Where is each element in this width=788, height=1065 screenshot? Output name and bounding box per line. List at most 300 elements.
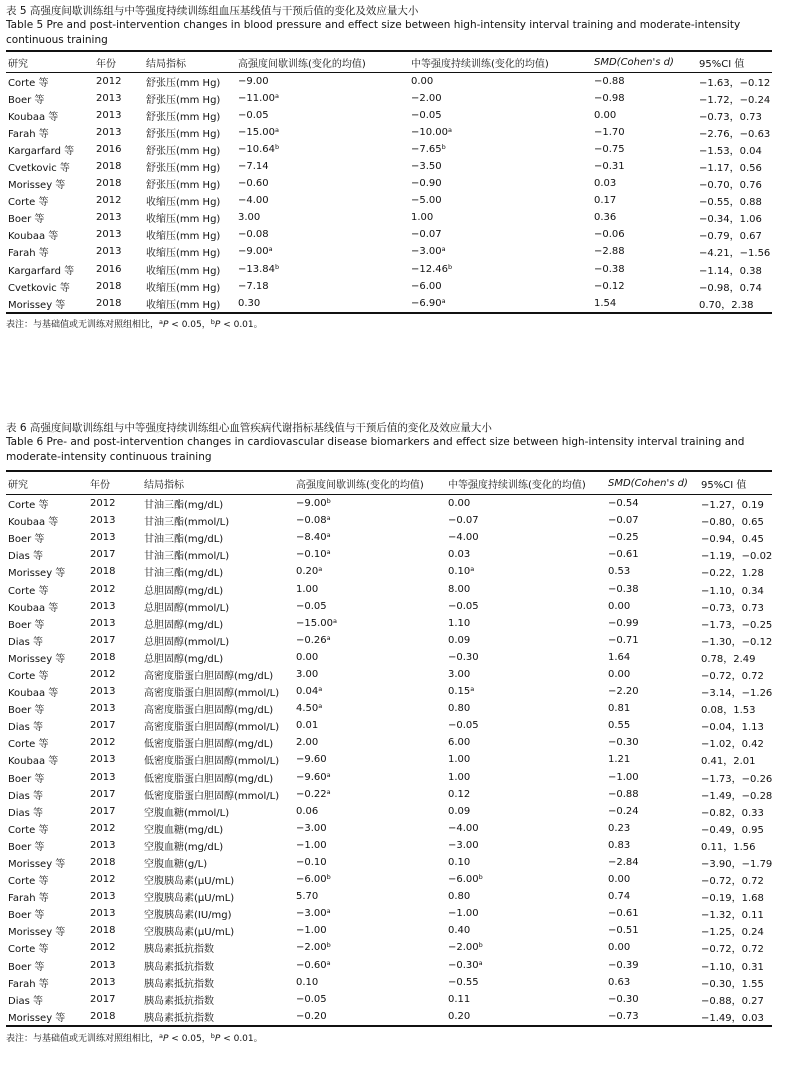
table-row — [6, 700, 772, 717]
cell-study: Cvetkovic 等 — [8, 163, 70, 175]
cell-ci: −1.27，0.19 — [701, 500, 764, 512]
cell-ci: −2.76，−0.63 — [699, 129, 771, 141]
cell-year: 2018 — [90, 857, 116, 869]
table-row — [6, 922, 772, 939]
cell-smd: −0.98 — [594, 93, 625, 105]
cell-ci: −0.80，0.65 — [701, 517, 764, 529]
table6-header-year: 年份 — [90, 479, 110, 491]
cell-ci: 0.78，2.49 — [701, 653, 756, 665]
cell-year: 2018 — [90, 1010, 116, 1022]
cell-hiit: −7.14 — [238, 161, 269, 173]
table5-note: 表注：与基础值或无训练对照组相比，$^a$P < 0.05，$^b$P < 0.01。 — [6, 317, 263, 330]
cell-ci: −1.02，0.42 — [701, 739, 764, 751]
cell-hiit: −11.00$^a$ — [238, 92, 279, 105]
cell-ci: 0.41，2.01 — [701, 756, 756, 768]
cell-ci: −0.73，0.73 — [699, 112, 762, 124]
cell-smd: 0.00 — [608, 668, 631, 680]
cell-study: Corte 等 — [8, 500, 49, 512]
table6-header-study: 研究 — [8, 479, 28, 491]
cell-mict: 1.10 — [448, 617, 471, 629]
cell-study: Corte 等 — [8, 944, 49, 956]
significance-marker: b — [326, 941, 331, 950]
significance-marker: b — [478, 941, 483, 950]
cell-year: 2012 — [90, 498, 116, 510]
table6-header-row — [6, 471, 772, 495]
cell-ci: −0.22，1.28 — [701, 568, 764, 580]
table-row — [6, 888, 772, 905]
cell-outcome: 胰岛素抵抗指数 — [144, 978, 214, 990]
cell-study: Farah 等 — [8, 248, 49, 260]
cell-study: Corte 等 — [8, 670, 49, 682]
cell-ci: 0.11，1.56 — [701, 841, 756, 853]
cell-mict: −6.90$^a$ — [411, 296, 446, 309]
cell-mict: 0.09 — [448, 634, 471, 646]
table-row — [6, 820, 772, 837]
table6-header-outcome: 结局指标 — [144, 479, 184, 491]
cell-hiit: −7.18 — [238, 280, 269, 292]
cell-mict: −3.00$^a$ — [411, 245, 446, 258]
cell-ci: −0.30，1.55 — [701, 978, 764, 990]
cell-mict: −0.55 — [448, 976, 479, 988]
cell-study: Boer 等 — [8, 619, 45, 631]
cell-ci: −0.98，0.74 — [699, 282, 762, 294]
cell-year: 2013 — [96, 229, 122, 241]
cell-mict: −7.65$^b$ — [411, 143, 446, 156]
cell-year: 2017 — [90, 720, 116, 732]
significance-marker: a — [326, 787, 331, 796]
cell-study: Corte 等 — [8, 739, 49, 751]
cell-outcome: 收缩压(mm Hg) — [146, 282, 221, 294]
cell-hiit: 0.30 — [238, 297, 261, 309]
cell-ci: −1.19，−0.02 — [701, 551, 772, 563]
significance-marker: a — [448, 126, 452, 135]
cell-year: 2017 — [90, 993, 116, 1005]
cell-smd: 0.36 — [594, 212, 617, 224]
cell-outcome: 甘油三酯(mmol/L) — [144, 517, 230, 529]
table5-header-mict: 中等强度持续训练(变化的均值) — [411, 58, 549, 70]
cell-hiit: 0.20$^a$ — [296, 565, 323, 578]
cell-mict: 0.10 — [448, 857, 471, 869]
cell-ci: −0.70，0.76 — [699, 180, 762, 192]
cell-mict: 0.20 — [448, 1010, 471, 1022]
cell-hiit: 3.00 — [296, 668, 319, 680]
cell-smd: 0.74 — [608, 891, 631, 903]
cell-ci: −0.72，0.72 — [701, 876, 764, 888]
cell-mict: −3.00 — [448, 839, 479, 851]
table-row — [6, 615, 772, 632]
cell-hiit: −3.00$^a$ — [296, 907, 331, 920]
cell-ci: −0.82，0.33 — [701, 807, 764, 819]
cell-smd: −0.24 — [608, 805, 639, 817]
cell-mict: 1.00 — [448, 754, 471, 766]
table5-header-smd: SMD(Cohen's d) — [594, 56, 674, 68]
cell-study: Corte 等 — [8, 197, 49, 209]
table-row — [6, 957, 772, 974]
cell-mict: 0.00 — [448, 498, 471, 510]
cell-study: Kargarfard 等 — [8, 265, 75, 277]
cell-smd: −0.99 — [608, 617, 639, 629]
significance-marker: a — [326, 907, 331, 916]
cell-hiit: −15.00$^a$ — [238, 126, 279, 139]
cell-smd: −0.31 — [594, 161, 625, 173]
cell-year: 2013 — [90, 600, 116, 612]
cell-outcome: 舒张压(mm Hg) — [146, 146, 221, 158]
significance-marker: a — [318, 702, 323, 711]
table5-header-hiit: 高强度间歇训练(变化的均值) — [238, 58, 366, 70]
cell-outcome: 舒张压(mm Hg) — [146, 78, 221, 90]
cell-hiit: −4.00 — [238, 195, 269, 207]
cell-study: Morissey 等 — [8, 1012, 66, 1024]
cell-smd: −0.06 — [594, 229, 625, 241]
table-row — [6, 243, 772, 260]
cell-study: Boer 等 — [8, 961, 45, 973]
cell-mict: 0.40 — [448, 925, 471, 937]
table-row — [6, 905, 772, 922]
significance-marker: b — [275, 262, 280, 271]
cell-year: 2012 — [96, 76, 122, 88]
cell-study: Morissey 等 — [8, 653, 66, 665]
cell-smd: 0.53 — [608, 566, 631, 578]
cell-ci: −4.21，−1.56 — [699, 248, 771, 260]
table5-caption-en: Table 5 Pre and post-intervention changes in blood pressure and effect size between high-intensity interval training and moderate-intensity continuous training — [6, 19, 741, 46]
cell-outcome: 甘油三酯(mmol/L) — [144, 551, 230, 563]
table5-block — [6, 4, 772, 331]
cell-year: 2012 — [90, 668, 116, 680]
cell-year: 2013 — [96, 93, 122, 105]
cell-mict: 0.09 — [448, 805, 471, 817]
cell-ci: −0.19，1.68 — [701, 893, 764, 905]
cell-ci: 0.08，1.53 — [701, 705, 756, 717]
table-row — [6, 192, 772, 209]
cell-hiit: −0.26$^a$ — [296, 633, 331, 646]
cell-study: Koubaa 等 — [8, 112, 59, 124]
cell-ci: −0.72，0.72 — [701, 670, 764, 682]
cell-ci: −3.90，−1.79 — [701, 859, 772, 871]
cell-study: Boer 等 — [8, 910, 45, 922]
cell-hiit: −0.08$^a$ — [296, 514, 331, 527]
table-row — [6, 991, 772, 1008]
cell-year: 2013 — [90, 532, 116, 544]
table6-caption-cn: 表 6 高强度间歇训练组与中等强度持续训练组心血管疾病代谢指标基线值与干预后值的变化及效应量大小 — [6, 422, 492, 434]
cell-ci: −0.34，1.06 — [699, 214, 762, 226]
table-row — [6, 295, 772, 313]
cell-smd: −1.00 — [608, 771, 639, 783]
cell-outcome: 收缩压(mm Hg) — [146, 197, 221, 209]
table-row — [6, 580, 772, 597]
cell-year: 2017 — [90, 805, 116, 817]
cell-study: Boer 等 — [8, 773, 45, 785]
significance-marker: a — [441, 296, 446, 305]
cell-ci: −1.73，−0.26 — [701, 773, 772, 785]
cell-outcome: 空腹血糖(mg/dL) — [144, 824, 224, 836]
cell-mict: −4.00 — [448, 532, 479, 544]
table6-header-hiit: 高强度间歇训练(变化的均值) — [296, 479, 424, 491]
cell-study: Dias 等 — [8, 722, 43, 734]
table-row — [6, 141, 772, 158]
cell-hiit: 1.00 — [296, 583, 319, 595]
significance-marker: a — [470, 685, 475, 694]
cell-hiit: −9.00 — [238, 76, 269, 88]
cell-ci: −1.25，0.24 — [701, 927, 764, 939]
table6-header-ci: 95%CI 值 — [701, 479, 747, 491]
cell-smd: −0.88 — [594, 76, 625, 88]
cell-outcome: 低密度脂蛋白胆固醇(mg/dL) — [144, 773, 274, 785]
significance-marker: a — [326, 548, 331, 557]
table-row — [6, 90, 772, 107]
significance-marker: a — [275, 92, 279, 101]
cell-outcome: 低密度脂蛋白胆固醇(mmol/L) — [144, 790, 280, 802]
cell-mict: 0.12 — [448, 788, 471, 800]
cell-smd: 0.63 — [608, 976, 631, 988]
cell-study: Dias 等 — [8, 807, 43, 819]
cell-ci: −1.32，0.11 — [701, 910, 764, 922]
cell-mict: 0.15$^a$ — [448, 685, 475, 698]
table5-header-outcome: 结局指标 — [146, 58, 186, 70]
significance-marker: a — [333, 616, 337, 625]
cell-hiit: −9.60 — [296, 754, 327, 766]
cell-outcome: 空腹胰岛素(μU/mL) — [144, 893, 235, 905]
cell-mict: −12.46$^b$ — [411, 262, 453, 275]
significance-marker: a — [318, 565, 323, 574]
table-row — [6, 529, 772, 546]
cell-study: Morissey 等 — [8, 927, 66, 939]
cell-ci: −0.04，1.13 — [701, 722, 764, 734]
cell-year: 2013 — [96, 127, 122, 139]
table5-body — [6, 73, 772, 313]
cell-smd: −2.84 — [608, 857, 639, 869]
cell-study: Koubaa 等 — [8, 517, 59, 529]
table-row — [6, 158, 772, 175]
significance-marker: a — [326, 514, 331, 523]
cell-smd: −0.75 — [594, 144, 625, 156]
cell-hiit: 2.00 — [296, 737, 319, 749]
significance-marker: a — [318, 685, 323, 694]
cell-mict: −0.30 — [448, 651, 479, 663]
cell-year: 2013 — [90, 515, 116, 527]
cell-mict: −0.05 — [448, 720, 479, 732]
significance-marker: a — [275, 126, 279, 135]
cell-hiit: −0.60 — [238, 178, 269, 190]
cell-smd: 1.64 — [608, 651, 631, 663]
cell-mict: −2.00$^b$ — [448, 941, 483, 954]
cell-study: Boer 等 — [8, 841, 45, 853]
significance-marker: b — [478, 873, 483, 882]
cell-outcome: 甘油三酯(mg/dL) — [144, 500, 224, 512]
cell-mict: 0.80 — [448, 891, 471, 903]
cell-year: 2013 — [96, 110, 122, 122]
cell-hiit: 4.50$^a$ — [296, 702, 323, 715]
cell-outcome: 胰岛素抵抗指数 — [144, 1012, 214, 1024]
cell-outcome: 舒张压(mm Hg) — [146, 129, 221, 141]
cell-smd: 0.00 — [594, 110, 617, 122]
cell-ci: −0.73，0.73 — [701, 602, 764, 614]
cell-ci: −1.30，−0.12 — [701, 636, 772, 648]
cell-study: Dias 等 — [8, 551, 43, 563]
cell-study: Corte 等 — [8, 876, 49, 888]
table-row — [6, 107, 772, 124]
significance-marker: b — [326, 873, 331, 882]
table-row — [6, 73, 772, 91]
cell-year: 2017 — [90, 788, 116, 800]
cell-outcome: 甘油三酯(mg/dL) — [144, 568, 224, 580]
cell-study: Koubaa 等 — [8, 602, 59, 614]
cell-year: 2013 — [90, 976, 116, 988]
significance-marker: a — [326, 958, 331, 967]
table-row — [6, 649, 772, 666]
significance-marker: a — [470, 565, 475, 574]
cell-mict: −0.07 — [411, 229, 442, 241]
cell-smd: −2.20 — [608, 686, 639, 698]
cell-outcome: 空腹血糖(mg/dL) — [144, 841, 224, 853]
cell-smd: 0.00 — [608, 942, 631, 954]
cell-study: Koubaa 等 — [8, 231, 59, 243]
cell-hiit: 0.04$^a$ — [296, 685, 323, 698]
cell-outcome: 低密度脂蛋白胆固醇(mmol/L) — [144, 756, 280, 768]
table-row — [6, 546, 772, 563]
cell-year: 2016 — [96, 263, 122, 275]
cell-outcome: 总胆固醇(mmol/L) — [144, 636, 230, 648]
cell-year: 2013 — [90, 754, 116, 766]
cell-outcome: 胰岛素抵抗指数 — [144, 995, 214, 1007]
table6-body — [6, 495, 772, 1026]
cell-smd: −0.61 — [608, 908, 639, 920]
cell-year: 2012 — [90, 822, 116, 834]
cell-mict: −0.90 — [411, 178, 442, 190]
cell-hiit: −3.00 — [296, 822, 327, 834]
cell-outcome: 空腹胰岛素(μU/mL) — [144, 876, 235, 888]
cell-smd: −0.71 — [608, 634, 639, 646]
cell-smd: −0.73 — [608, 1010, 639, 1022]
cell-ci: −1.49，0.03 — [701, 1012, 764, 1024]
table-row — [6, 871, 772, 888]
cell-smd: −0.07 — [608, 515, 639, 527]
cell-mict: −1.00 — [448, 908, 479, 920]
cell-mict: −0.05 — [411, 110, 442, 122]
cell-outcome: 高密度脂蛋白胆固醇(mmol/L) — [144, 722, 280, 734]
table-row — [6, 734, 772, 751]
table-row — [6, 786, 772, 803]
table-row — [6, 512, 772, 529]
cell-hiit: −9.00$^a$ — [238, 245, 273, 258]
cell-year: 2013 — [90, 703, 116, 715]
cell-mict: 0.11 — [448, 993, 471, 1005]
cell-outcome: 胰岛素抵抗指数 — [144, 961, 214, 973]
table6-block — [6, 421, 772, 1045]
table-row — [6, 495, 772, 513]
cell-ci: −1.10，0.34 — [701, 585, 764, 597]
cell-study: Dias 等 — [8, 790, 43, 802]
cell-study: Morissey 等 — [8, 299, 66, 311]
cell-study: Farah 等 — [8, 893, 49, 905]
cell-outcome: 收缩压(mm Hg) — [146, 231, 221, 243]
significance-marker: a — [326, 633, 331, 642]
cell-outcome: 甘油三酯(mg/dL) — [144, 534, 224, 546]
cell-ci: −1.53，0.04 — [699, 146, 762, 158]
table5-header-year: 年份 — [96, 58, 116, 70]
cell-outcome: 总胆固醇(mmol/L) — [144, 602, 230, 614]
table5-header-ci: 95%CI 值 — [699, 58, 745, 70]
cell-outcome: 空腹血糖(g/L) — [144, 859, 208, 871]
cell-hiit: −1.00 — [296, 839, 327, 851]
cell-hiit: −15.00$^a$ — [296, 616, 337, 629]
significance-marker: a — [326, 770, 331, 779]
cell-study: Boer 等 — [8, 534, 45, 546]
cell-year: 2013 — [90, 908, 116, 920]
table-row — [6, 751, 772, 768]
cell-outcome: 高密度脂蛋白胆固醇(mg/dL) — [144, 670, 274, 682]
cell-outcome: 收缩压(mm Hg) — [146, 214, 221, 226]
cell-smd: 0.81 — [608, 703, 631, 715]
cell-outcome: 空腹血糖(mmol/L) — [144, 807, 230, 819]
cell-mict: −6.00$^b$ — [448, 873, 483, 886]
cell-mict: 8.00 — [448, 583, 471, 595]
cell-mict: 1.00 — [411, 212, 434, 224]
cell-ci: −0.49，0.95 — [701, 824, 764, 836]
table-row — [6, 939, 772, 956]
cell-year: 2012 — [90, 583, 116, 595]
cell-ci: −1.49，−0.28 — [701, 790, 772, 802]
cell-ci: −1.73，−0.25 — [701, 619, 772, 631]
cell-outcome: 低密度脂蛋白胆固醇(mg/dL) — [144, 739, 274, 751]
cell-outcome: 总胆固醇(mg/dL) — [144, 653, 224, 665]
cell-study: Boer 等 — [8, 95, 45, 107]
cell-mict: 0.03 — [448, 549, 471, 561]
cell-mict: 0.80 — [448, 703, 471, 715]
cell-smd: −0.39 — [608, 959, 639, 971]
cell-smd: −0.38 — [608, 583, 639, 595]
cell-hiit: 0.06 — [296, 805, 319, 817]
table-row — [6, 632, 772, 649]
cell-ci: −0.72，0.72 — [701, 944, 764, 956]
cell-ci: −3.14，−1.26 — [701, 688, 772, 700]
cell-ci: −1.10，0.31 — [701, 961, 764, 973]
cell-hiit: −6.00$^b$ — [296, 873, 331, 886]
table-row — [6, 124, 772, 141]
significance-marker: b — [326, 497, 331, 506]
cell-hiit: −0.05 — [296, 993, 327, 1005]
cell-hiit: −0.60$^a$ — [296, 958, 331, 971]
cell-smd: −0.12 — [594, 280, 625, 292]
cell-ci: 0.70，2.38 — [699, 299, 754, 311]
cell-year: 2013 — [96, 246, 122, 258]
cell-smd: −1.70 — [594, 127, 625, 139]
significance-marker: a — [326, 531, 331, 540]
cell-study: Cvetkovic 等 — [8, 282, 70, 294]
cell-mict: 0.10$^a$ — [448, 565, 475, 578]
cell-smd: −0.30 — [608, 737, 639, 749]
cell-mict: 3.00 — [448, 668, 471, 680]
cell-smd: 0.17 — [594, 195, 617, 207]
cell-year: 2013 — [90, 959, 116, 971]
cell-year: 2018 — [90, 651, 116, 663]
table-row — [6, 683, 772, 700]
cell-outcome: 总胆固醇(mg/dL) — [144, 585, 224, 597]
cell-hiit: −9.00$^b$ — [296, 497, 331, 510]
cell-hiit: −0.20 — [296, 1010, 327, 1022]
cell-outcome: 舒张压(mm Hg) — [146, 163, 221, 175]
cell-mict: 0.00 — [411, 76, 434, 88]
table5-header-study: 研究 — [8, 58, 28, 70]
table-row — [6, 278, 772, 295]
cell-outcome: 胰岛素抵抗指数 — [144, 944, 214, 956]
cell-study: Corte 等 — [8, 585, 49, 597]
cell-smd: 1.54 — [594, 297, 617, 309]
cell-smd: 0.23 — [608, 822, 631, 834]
table-row — [6, 974, 772, 991]
cell-smd: −0.88 — [608, 788, 639, 800]
table6-note: 表注：与基础值或无训练对照组相比，$^a$P < 0.05，$^b$P < 0.01。 — [6, 1031, 263, 1044]
cell-mict: −4.00 — [448, 822, 479, 834]
